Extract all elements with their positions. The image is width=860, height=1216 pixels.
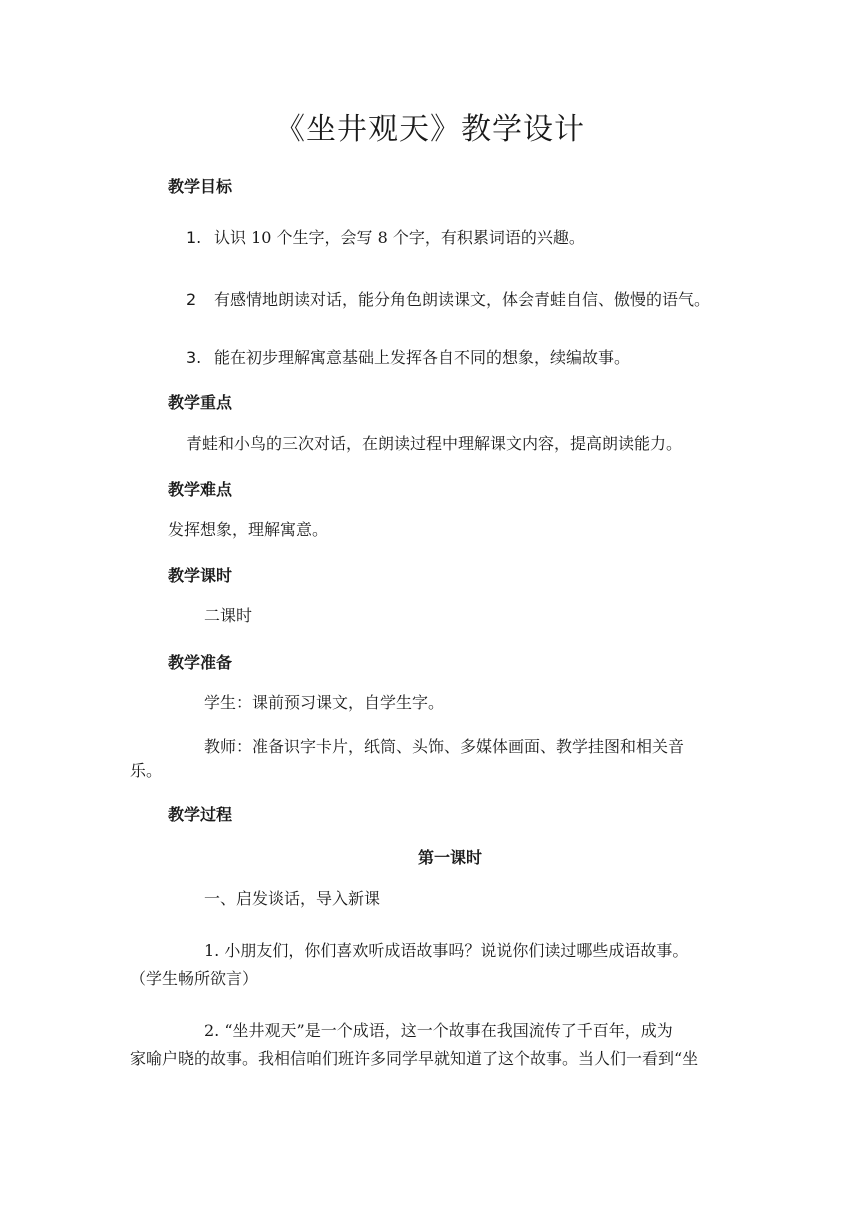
periods-heading: 教学课时 (168, 566, 233, 585)
periods-text: 二课时 (204, 606, 253, 625)
preparation-teacher-line2: 乐。 (130, 761, 163, 780)
key-points-text: 青蛙和小鸟的三次对话，在朗读过程中理解课文内容，提高朗读能力。 (186, 434, 683, 453)
lesson-title: 第一课时 (417, 848, 482, 867)
goal-item-2-number: 2 (186, 290, 197, 309)
preparation-student: 学生：课前预习课文，自学生字。 (204, 693, 445, 712)
goal-item-3 (186, 345, 630, 371)
goal-item-3-number: 3. (186, 348, 202, 367)
document-title: 《坐井观天》教学设计 (275, 112, 585, 147)
preparation-teacher-line1: 教师：准备识字卡片，纸筒、头饰、多媒体画面、教学挂图和相关音 (204, 737, 685, 756)
step-1-line1: 1. 小朋友们，你们喜欢听成语故事吗？说说你们读过哪些成语故事。 (204, 941, 689, 960)
step-2-line2: 家喻户晓的故事。我相信咱们班许多同学早就知道了这个故事。当人们一看到“坐 (130, 1049, 699, 1068)
goal-item-2 (186, 287, 710, 313)
goal-item-1 (186, 225, 585, 251)
goals-heading: 教学目标 (168, 177, 233, 196)
key-points-heading: 教学重点 (168, 393, 233, 412)
difficulties-text: 发挥想象，理解寓意。 (168, 520, 329, 539)
goal-item-1-text: 认识 10 个生字，会写 8 个字，有积累词语的兴趣。 (214, 228, 585, 247)
goal-item-2-text: 有感情地朗读对话，能分角色朗读课文，体会青蛙自信、傲慢的语气。 (214, 290, 711, 309)
step-2-line1: 2. “坐井观天”是一个成语，这一个故事在我国流传了千百年，成为 (204, 1021, 673, 1040)
goal-item-3-text: 能在初步理解寓意基础上发挥各自不同的想象，续编故事。 (214, 348, 631, 367)
section-1-title: 一、启发谈话，导入新课 (204, 889, 381, 908)
preparation-heading: 教学准备 (168, 653, 233, 672)
difficulties-heading: 教学难点 (168, 480, 233, 499)
step-1-line2: （学生畅所欲言） (130, 969, 259, 988)
goal-item-1-number: 1. (186, 228, 202, 247)
process-heading: 教学过程 (168, 805, 233, 824)
